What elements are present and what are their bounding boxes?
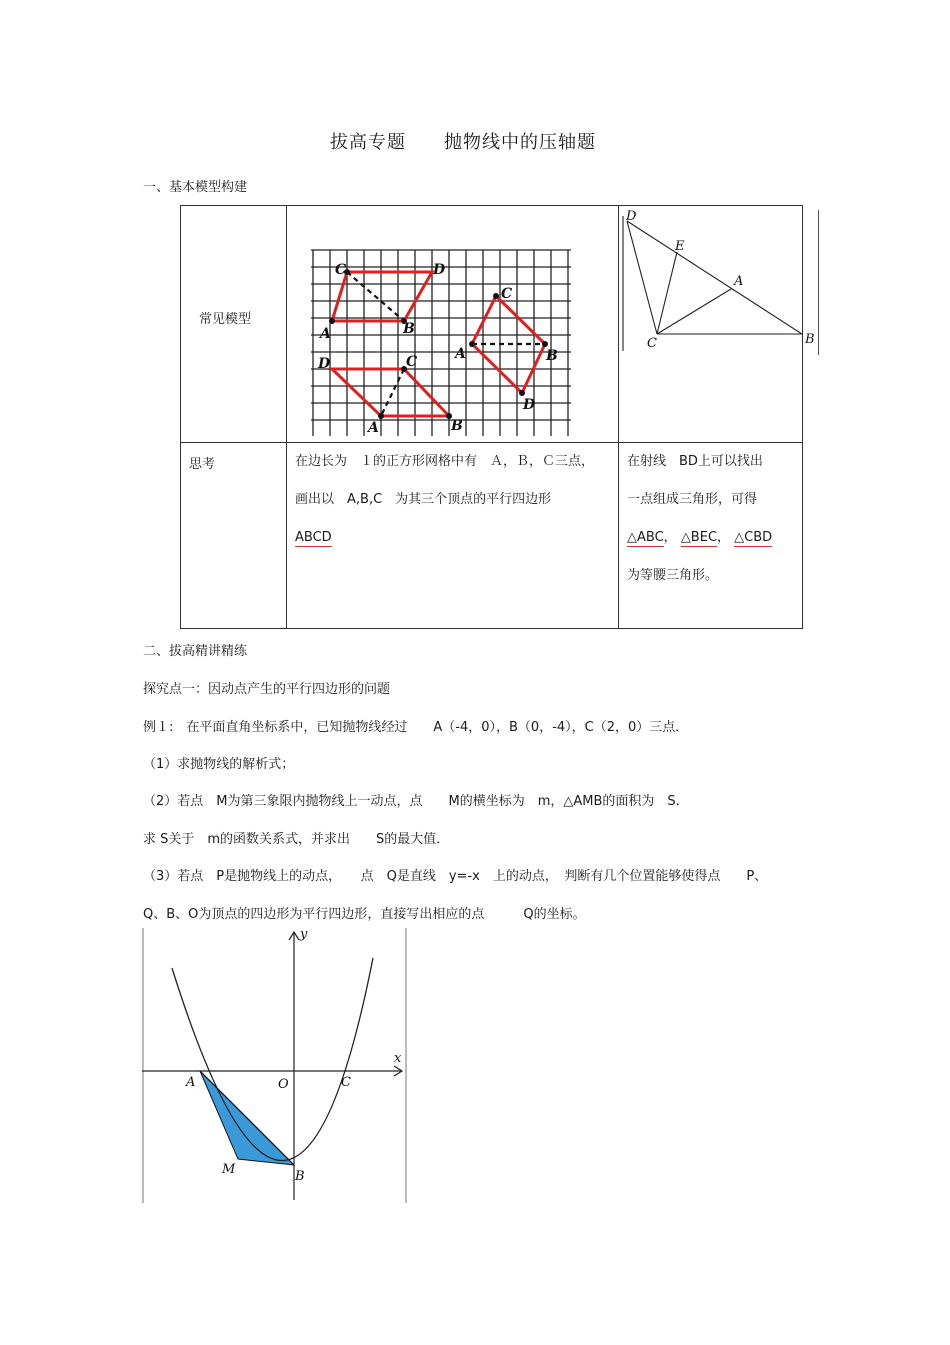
question-3-line-1: （3）若点 P是抛物线上的动点， 点 Q是直线 y=-x 上的动点， 判断有几个位置能够使得点 P、 <box>143 869 768 884</box>
row-label-cell-2 <box>181 443 287 629</box>
row1-label: 常见模型 <box>199 312 252 327</box>
question-2-line-1: （2）若点 M为第三象限内抛物线上一动点，点 M的横坐标为 m，△AMB的面积为 S． <box>143 794 689 809</box>
axis-label-x: x <box>394 1051 402 1066</box>
label-a3: A <box>455 346 466 362</box>
side-rule <box>818 210 819 355</box>
parabola-graph <box>142 928 407 1203</box>
exploration-point-1: 探究点一：因动点产生的平行四边形的问题 <box>143 682 391 697</box>
triangle-bec: △BEC <box>680 530 718 545</box>
label-a2: A <box>368 420 379 436</box>
think-right-line-1: 在射线 BD上可以找出 <box>627 454 763 469</box>
point-label-c: C <box>341 1075 351 1090</box>
think-left-line-1: 在边长为 １的正方形网格中有 Ａ，Ｂ，Ｃ三点， <box>295 454 595 469</box>
triangle-figure <box>619 206 802 442</box>
tri-label-b: B <box>805 332 815 347</box>
point-label-a: A <box>186 1075 196 1090</box>
label-c1: C <box>335 262 347 278</box>
point-label-b: B <box>295 1169 305 1184</box>
triangle-cbd: △CBD <box>734 530 773 545</box>
row2-label: 思考 <box>189 457 216 472</box>
label-c2: C <box>406 354 418 370</box>
grid-figure-cell <box>287 206 619 443</box>
label-b3: B <box>546 348 558 364</box>
question-1: （1）求抛物线的解析式； <box>143 757 295 772</box>
tri-label-d: D <box>626 209 637 224</box>
think-right-line-2: 一点组成三角形，可得 <box>627 492 758 507</box>
tri-label-e: E <box>675 239 685 254</box>
label-b2: B <box>451 418 463 434</box>
tri-label-a: A <box>734 274 744 289</box>
think-left-line-2: 画出以 A,B,C 为其三个顶点的平行四边形 <box>295 492 552 507</box>
triangle-figure-cell <box>619 206 803 443</box>
axis-label-y: y <box>300 928 308 942</box>
triangle-abc: △ABC <box>627 530 664 545</box>
label-d3: D <box>523 397 536 413</box>
point-label-m: M <box>222 1162 236 1177</box>
think-right-cell: 在射线 BD上可以找出 一点组成三角形，可得 △ABC， △BEC， △CBD 为等腰三角形。 <box>619 443 803 629</box>
tri-label-c: C <box>647 336 657 351</box>
label-b1: B <box>403 321 415 337</box>
question-3-line-2: Q、B、O为顶点的四边形为平行四边形，直接写出相应的点 Q的坐标。 <box>143 907 586 922</box>
section-heading-2: 二、拔高精讲精练 <box>143 644 248 659</box>
grid-parallelogram-figure <box>287 206 618 442</box>
think-left-cell <box>287 443 619 629</box>
think-right-end: 为等腰三角形。 <box>627 568 719 583</box>
example-1: 例１: 在平面直角坐标系中，已知抛物线经过 A（-4，0），B（0，-4），C（2，0）三点． <box>143 720 689 735</box>
label-c3: C <box>501 286 513 302</box>
think-left-line-3: ABCD <box>295 530 332 545</box>
section-heading-1: 一、基本模型构建 <box>143 180 248 195</box>
model-table <box>180 205 803 629</box>
label-d1: D <box>433 262 446 278</box>
page-title: 拔高专题 抛物线中的压轴题 <box>330 132 596 153</box>
label-a1: A <box>320 326 331 342</box>
origin-label: O <box>278 1077 289 1092</box>
question-2-line-2: 求 S关于 m的函数关系式，并求出 S的最大值． <box>143 832 450 847</box>
label-d2: D <box>318 356 331 372</box>
row-label-cell <box>181 206 287 443</box>
